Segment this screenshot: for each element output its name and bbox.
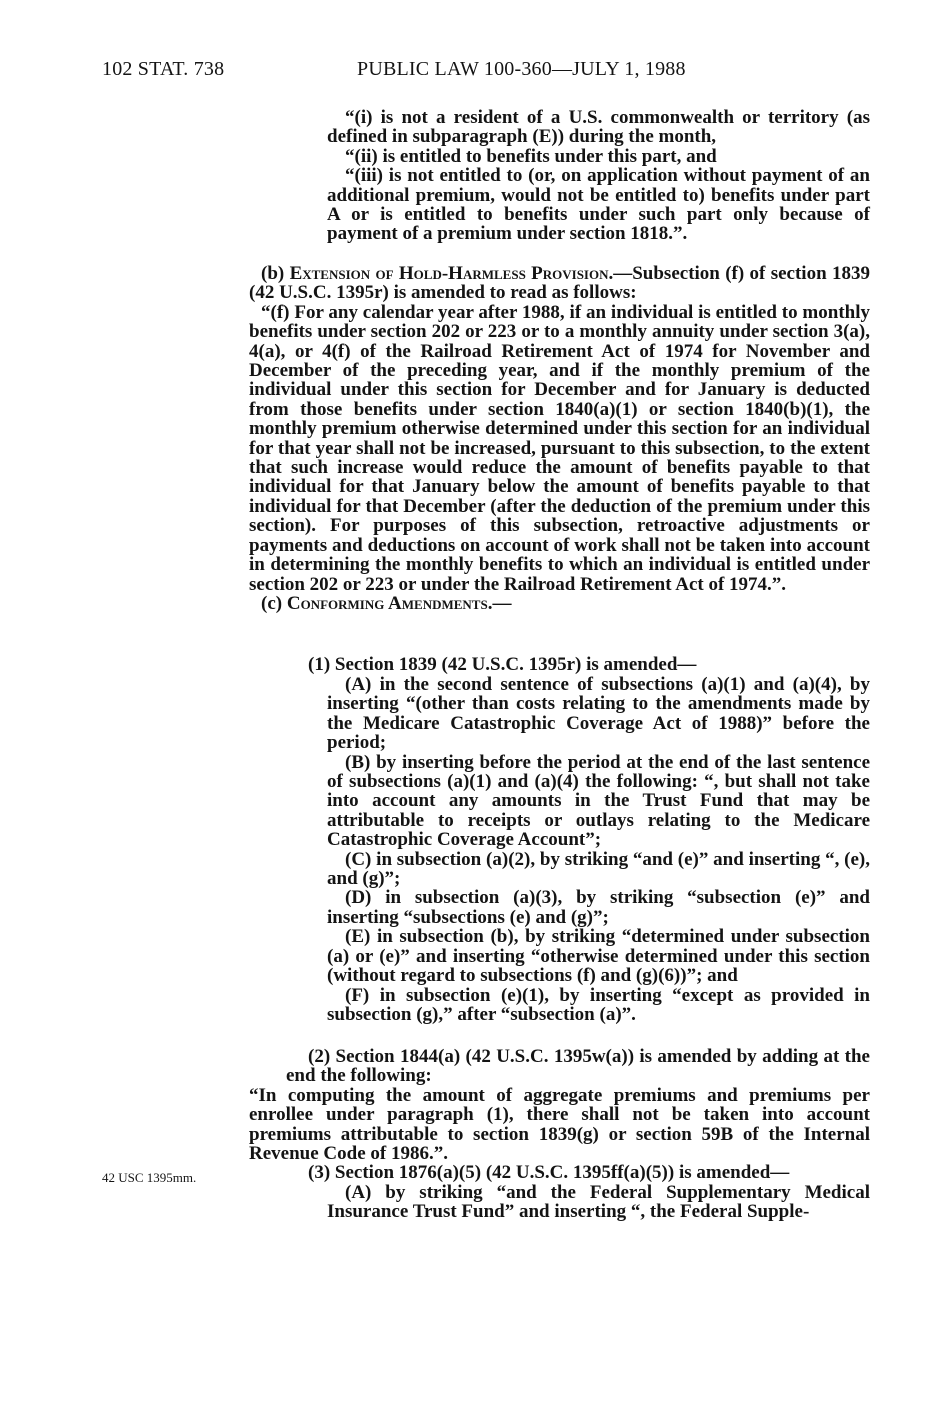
paragraph-2-quote-text: “In computing the amount of aggregate premiums and premiums per enrollee under paragraph (1), there shall not be taken into account premiums attributable to section 1839(g) or section 59B of the Internal Revenue Code of 1986.”. [249,1085,870,1165]
section-c-dash: — [492,592,512,614]
clause-block [327,108,870,244]
paragraph-2 [286,1047,870,1086]
clause-ii: “(ii) is entitled to benefits under this part, and [345,145,717,167]
subparagraphs-3 [327,1183,870,1222]
paragraph-2-text: (2) Section 1844(a) (42 U.S.C. 1395w(a)) is amended by adding at the end the following: [286,1046,870,1087]
clause-iii: “(iii) is not entitled to (or, on application without payment of an additional premium, would not be entitled to) benefits under part A or is entitled to benefits under such part only because of payment of a premium under section 1818.”. [327,165,870,245]
section-c-heading-line [249,594,870,613]
paragraph-1-text: (1) Section 1839 (42 U.S.C. 1395r) is amended— [308,654,697,675]
stat-reference: 102 STAT. 738 [102,58,225,80]
section-b-intro [249,264,870,303]
subparagraph-1-f: (F) in subsection (e)(1), by inserting “except as provided in subsection (g),” after “subsection (a)”. [327,984,870,1025]
subparagraph-3-a: (A) by striking “and the Federal Supplementary Medical Insurance Trust Fund” and inserting “, the Federal Supple- [327,1182,870,1223]
section-b-label: (b) [261,263,285,284]
paragraph-1 [286,655,870,674]
subparagraph-1-d: (D) in subsection (a)(3), by striking “subsection (e)” and inserting “subsections (e) and (g)”; [327,887,870,928]
subparagraph-1-e: (E) in subsection (b), by striking “determined under subsection (a) or (e)” and inserting “otherwise determined under this section (without regard to subsections (f) and (g)(6))”; and [327,926,870,987]
paragraph-3 [286,1163,870,1182]
section-b [249,264,870,613]
section-b-heading: Extension of Hold-Harmless Provision. [289,263,614,284]
subparagraphs-1 [327,675,870,1024]
section-b-text: “(f) For any calendar year after 1988, if an individual is entitled to monthly benefits under section 202 or 223 or to a monthly annuity under section 3(a), 4(a), or 4(f) of the Railroad Retirement Act of 1974 for November and December of the preceding year, and if the monthly premium of the individual under this section for December and for January is deducted from those benefits under section 1840(a)(1) or section 1840(b)(1), the monthly premium otherwise determined under this section for an individual for that year shall not be increased, pursuant to this subsection, to the extent that such increase would reduce the amount of benefits payable to that individual for that January below the amount of benefits payable to that individual for that December (after the deduction of the premium under this section). For purposes of this subsection, retroactive adjustments or payments and deductions on account of work shall not be taken into account in determining the monthly benefits to which an individual is entitled under section 202 or 223 or under the Railroad Retirement Act of 1974.”. [249,301,870,595]
paragraph-2-quote [249,1086,870,1164]
section-b-intro-text: —Subsection (f) of section 1839 (42 U.S.C. 1395r) is amended to read as follows: [249,263,870,304]
subparagraph-1-b: (B) by inserting before the period at the end of the last sentence of subsections (a)(1) and (a)(4) the following: “, but shall not take into account any amounts in the Trust Fund that may be attributable to receipts or outlays relating to the Medicare Catastrophic Coverage Account”; [327,751,870,851]
section-c-heading: Conforming Amendments. [286,592,493,614]
subparagraph-1-a: (A) in the second sentence of subsections (a)(1) and (a)(4), by inserting “(other than costs relating to the amendments made by the Medicare Catastrophic Coverage Act of 1988)” before the period; [327,674,870,754]
margin-note: 42 USC 1395mm. [102,1170,197,1185]
section-c-label: (c) [261,592,283,614]
law-title: PUBLIC LAW 100-360—JULY 1, 1988 [357,58,686,80]
subparagraph-1-c: (C) in subsection (a)(2), by striking “and (e)” and inserting “, (e), and (g)”; [327,848,870,890]
clause-i: “(i) is not a resident of a U.S. commonwealth or territory (as defined in subparagraph (E)) during the month, [327,107,870,148]
paragraph-3-text: (3) Section 1876(a)(5) (42 U.S.C. 1395ff(a)(5)) is amended— [308,1162,790,1183]
